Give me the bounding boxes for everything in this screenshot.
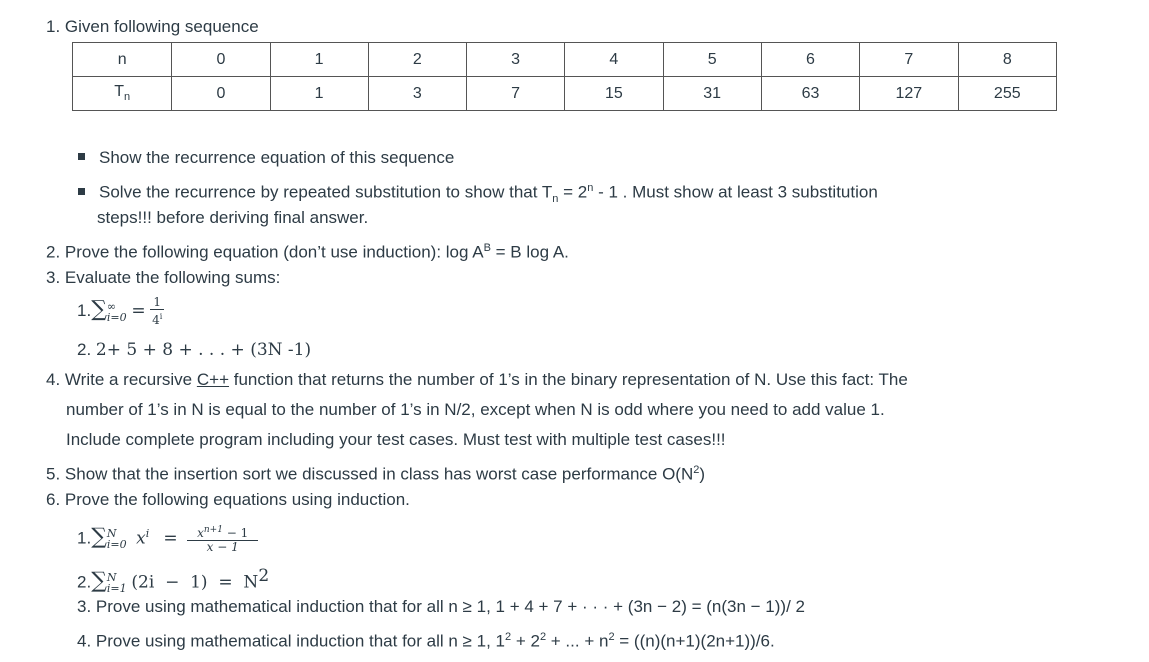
q-text: Show that the insertion sort we discussed in class has worst case performance O(N [64,464,694,484]
cpp-link[interactable]: C++ [196,370,230,389]
item-num: 2. [77,340,92,359]
sigma-icon: ∑ [91,297,107,322]
table-cell: 4 [565,43,663,77]
q-text: = B log A. [490,242,569,262]
table-row [73,43,1057,77]
sup: 2 [608,631,615,643]
q-text: Prove the following equation (don’t use induction): log A [64,242,484,262]
table-cell: 3 [466,43,564,77]
sup: B [483,242,491,254]
question-3 [46,268,280,288]
table-cell: 5 [663,43,761,77]
bullet-text: Solve the recurrence by repeated substitution to show that T [99,182,553,202]
upper: ∞ [106,299,117,313]
item-text: + 2 [511,631,540,651]
item-num: 1. [77,528,92,548]
math-expr: (2i − 1) = N [131,572,259,593]
item-text: = ((n)(n+1)(2n+1))/6. [614,631,775,651]
q6-item-4 [77,627,775,652]
table-cell: 7 [466,77,564,111]
table-cell: 8 [958,43,1056,77]
bullet-text-cont: steps!!! before deriving final answer. [97,208,369,227]
numerator: x [197,526,204,541]
table-cell: n [73,43,172,77]
sup: i [145,527,150,540]
table-cell: 1 [270,77,368,111]
cell-label-sub: n [123,91,131,104]
upper: N [106,527,117,541]
sup: n [587,182,594,194]
q3-item-2 [77,340,311,360]
q-num: 2. [46,242,61,262]
q-text: Prove the following equations using induction. [64,490,410,509]
sup: 2 [693,464,700,476]
question-6 [46,490,410,510]
sup: 2 [258,566,270,586]
q-num: 4. [46,370,61,389]
sigma-icon: ∑ [91,568,107,594]
question-1 [46,17,259,37]
item-num: 3. [77,597,92,616]
item-text: + ... + n [546,631,609,651]
table-cell: 1 [270,43,368,77]
q6-item-3 [77,597,805,617]
table-cell: 2 [368,43,466,77]
question-5 [46,460,705,485]
table-cell: 6 [761,43,859,77]
q-num: 5. [46,464,61,484]
sum-limits [107,301,127,323]
denominator: x − 1 [206,540,239,555]
q6-item-1 [77,518,258,555]
equals: = [131,301,146,321]
bullet-2 [78,178,878,209]
q3-item-1 [77,296,164,327]
question-4 [46,370,908,390]
q-text: Evaluate the following sums: [64,268,281,287]
lower: i=0 [106,538,127,552]
numerator: 1 [150,296,164,310]
sigma-icon: ∑ [91,524,107,550]
q-num: 6. [46,490,61,509]
q4-line-3: Include complete program including your test cases. Must test with multiple test cases!!! [66,430,726,449]
fraction [150,296,164,327]
item-num: 2. [77,572,92,592]
term: x [136,528,146,549]
equals: = [163,528,178,549]
table-cell: 3 [368,77,466,111]
sum-limits [107,572,127,594]
bullet-text: = 2 [558,182,588,202]
table-cell: 7 [860,43,958,77]
lower: i=1 [106,582,127,596]
table-cell: 63 [761,77,859,111]
q-text: Write a recursive [64,370,197,389]
table-cell: 0 [172,43,270,77]
numerator-rest: − 1 [222,526,249,541]
fraction [187,524,258,554]
math-expr: 2+ 5 + 8 + . . . + (3N -1) [95,340,312,360]
table-cell: 127 [860,77,958,111]
sup: 2 [539,631,547,643]
table-cell: 0 [172,77,270,111]
q-text: ) [699,464,706,484]
sequence-table [72,42,1057,111]
sup: 2 [504,631,512,643]
item-text: Prove using mathematical induction that for all n ≥ 1, 1 + 4 + 7 + · · · + (3n − 2) = (n(3n − 1))/ 2 [95,597,805,616]
table-cell: 31 [663,77,761,111]
bullet-text: - 1 . Must show at least 3 substitution [593,182,878,202]
sup: i [159,312,163,322]
item-num: 1. [77,301,92,320]
item-num: 4. [77,631,92,651]
q6-item-2 [77,562,269,597]
q4-line-2: number of 1’s in N is equal to the number of 1’s in N/2, except when N is odd where you need to add value 1. [66,400,885,419]
sum-limits [107,528,127,550]
q-text: function that returns the number of 1’s in the binary representation of N. Use this fact: The [229,370,908,389]
denominator: 4 [152,313,160,328]
upper: N [106,571,117,585]
bullet-1 [78,148,454,168]
table-cell: 255 [958,77,1056,111]
table-cell [73,77,172,111]
bullet-icon [78,188,85,195]
table-cell: 15 [565,77,663,111]
q-text: Given following sequence [64,17,259,36]
sub: n [552,193,559,206]
table-row [73,77,1057,111]
item-text: Prove using mathematical induction that for all n ≥ 1, 1 [95,631,505,651]
bullet-text: Show the recurrence equation of this sequence [99,148,455,167]
sup: n+1 [203,525,223,536]
q-num: 3. [46,268,61,287]
lower: i=0 [106,310,127,324]
q-num: 1. [46,17,61,36]
cell-label: T [114,83,124,101]
bullet-icon [78,153,85,160]
question-2 [46,238,569,263]
